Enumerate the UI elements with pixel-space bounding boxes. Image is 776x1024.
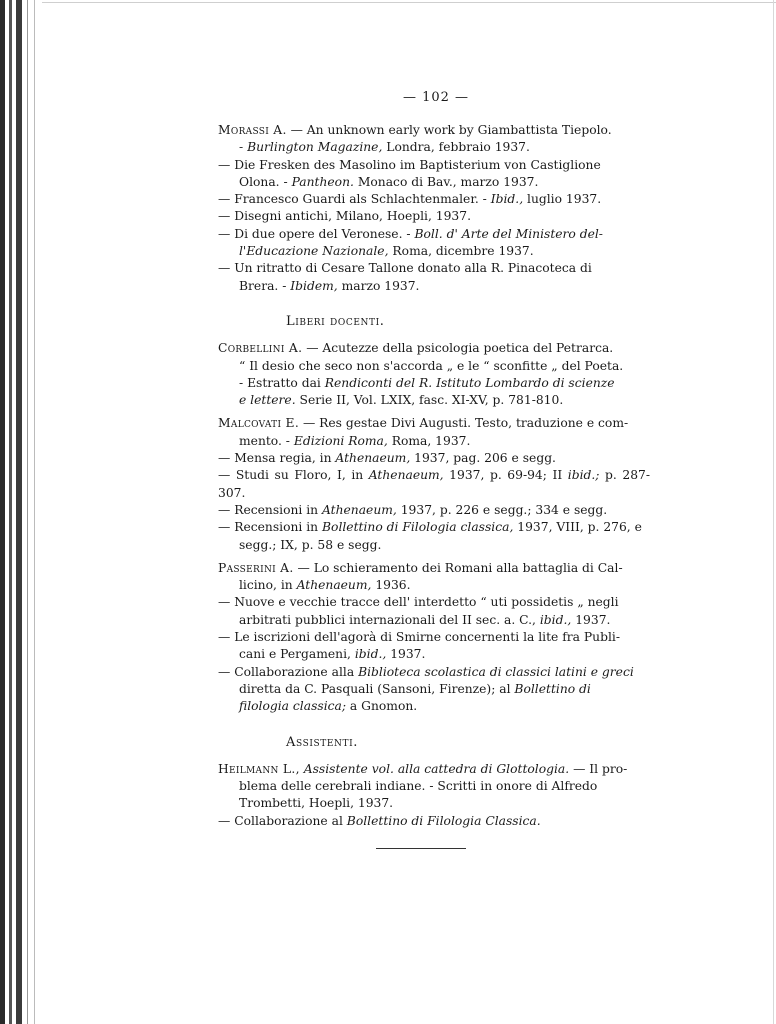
text-span: blema delle cerebrali indiane. - Scritti in onore di Alfredo xyxy=(239,779,598,794)
text-span: — Le iscrizioni dell'agorà di Smirne concernenti la lite fra Publi- xyxy=(218,630,620,645)
author-name: Heilmann L., xyxy=(218,761,300,776)
text-span: — Recensioni in xyxy=(218,520,322,535)
right-edge-line xyxy=(773,0,774,1024)
author-name: Passerini A. xyxy=(218,560,294,575)
text-span: diretta da C. Pasquali (Sansoni, Firenze); al xyxy=(239,681,515,696)
text-span: Roma, dicembre 1937. xyxy=(388,244,534,259)
text-span: — Il pro- xyxy=(569,761,628,776)
author-name: Malcovati E. xyxy=(218,416,300,431)
bib-entry-malcovati xyxy=(218,415,650,450)
text-span: cani e Pergameni, xyxy=(239,647,355,662)
bib-entry-heilmann-2 xyxy=(218,813,650,830)
bibliography-content xyxy=(218,122,650,830)
text-span: — Studi su Floro, I, in xyxy=(218,468,369,483)
text-span: — Nuove e vecchie tracce dell' interdetto “ uti possidetis „ negli xyxy=(218,595,619,610)
bib-entry-morassi-3 xyxy=(218,191,650,208)
text-span: Roma, 1937. xyxy=(387,433,471,448)
bib-entry-morassi-6 xyxy=(218,260,650,295)
text-span: Pantheon. xyxy=(291,174,354,189)
bib-entry-corbellini xyxy=(218,340,650,409)
text-span: l'Educazione Nazionale, xyxy=(239,244,389,259)
bib-entry-morassi-5 xyxy=(218,226,650,261)
text-span: p. 287-307. xyxy=(218,468,650,500)
bib-entry-malcovati-3 xyxy=(218,467,650,502)
text-span: - Estratto dai xyxy=(239,375,325,390)
text-span: Rendiconti del R. Istituto Lombardo di scienze xyxy=(324,375,615,390)
text-span: Boll. d' Arte del Ministero del- xyxy=(414,226,603,241)
text-span: “ Il desio che seco non s'accorda „ e le “ sconfitte „ del Poeta. xyxy=(239,358,624,373)
author-name: Corbellini A. xyxy=(218,341,303,356)
top-edge-line xyxy=(42,2,776,3)
text-span: — Acutezze della psicologia poetica del Petrarca. xyxy=(302,341,614,356)
text-span: — An unknown early work by Giambattista Tiepolo. xyxy=(290,123,612,137)
binding-edge xyxy=(0,0,42,1024)
text-span: 1937. xyxy=(386,647,426,662)
bib-entry-passerini-3 xyxy=(218,629,650,664)
text-span: — Di due opere del Veronese. - xyxy=(218,226,415,241)
bib-entry-heilmann xyxy=(218,761,650,813)
bib-entry-malcovati-2 xyxy=(218,450,650,467)
text-span: 1937, p. 69-94; II xyxy=(443,468,568,483)
text-span: marzo 1937. xyxy=(337,278,420,293)
text-span: Londra, febbraio 1937. xyxy=(382,140,530,155)
text-span: mento. - xyxy=(239,433,294,448)
page-number: — 102 — xyxy=(402,90,470,105)
section-heading-liberi-docenti: Liberi docenti. xyxy=(286,313,385,329)
text-span: luglio 1937. xyxy=(523,192,602,207)
bib-entry-passerini-4 xyxy=(218,664,650,716)
text-span: — Collaborazione al xyxy=(218,813,347,828)
text-span: - Burlington Magazine, xyxy=(239,140,383,155)
closing-rule xyxy=(376,848,466,849)
text-span: Bollettino di Filologia Classica. xyxy=(346,813,541,828)
text-span: — Lo schieramento dei Romani alla battaglia di Cal- xyxy=(293,560,623,575)
text-span: ibid., xyxy=(354,647,387,662)
text-span: Biblioteca scolastica di classici latini e greci xyxy=(358,664,634,679)
section-heading-assistenti: Assistenti. xyxy=(286,734,359,750)
text-span: — Mensa regia, in xyxy=(218,451,336,466)
bib-entry-malcovati-4 xyxy=(218,502,650,519)
text-span: a Gnomon. xyxy=(346,699,418,714)
text-span: 1937, VIII, p. 276, e xyxy=(513,520,642,535)
text-span: ibid., xyxy=(539,612,572,627)
text-span: Olona. - xyxy=(239,174,292,189)
bib-entry-morassi-1 xyxy=(218,122,650,157)
text-span: Ibid., xyxy=(490,192,524,207)
text-span: Edizioni Roma, xyxy=(293,433,388,448)
text-span: 1937, pag. 206 e segg. xyxy=(410,451,556,466)
text-span: Athenaeum, xyxy=(368,468,444,483)
text-span: — Collaborazione alla xyxy=(218,664,359,679)
text-span: Assistente vol. alla cattedra di Glottologia. xyxy=(299,761,570,776)
text-span: 1936. xyxy=(371,578,411,593)
bib-entry-morassi-4 xyxy=(218,208,650,225)
text-span: — Die Fresken des Masolino im Baptisterium von Castiglione xyxy=(218,157,601,172)
text-span: Athenaeum, xyxy=(296,578,372,593)
text-span: e lettere. xyxy=(239,393,296,408)
text-span: filologia classica; xyxy=(239,699,346,714)
text-span: Monaco di Bav., marzo 1937. xyxy=(353,174,539,189)
text-span: — Res gestae Divi Augusti. Testo, traduzione e com- xyxy=(299,416,629,431)
author-name: Morassi A. xyxy=(218,123,287,137)
bib-entry-morassi-2 xyxy=(218,157,650,192)
text-span: ibid.; xyxy=(567,468,600,483)
text-span: 1937, p. 226 e segg.; 334 e segg. xyxy=(396,502,608,517)
text-span: Athenaeum, xyxy=(335,451,411,466)
text-span: Bollettino di Filologia classica, xyxy=(322,520,514,535)
text-span: — Francesco Guardi als Schlachtenmaler. - xyxy=(218,192,491,207)
text-span: Serie II, Vol. LXIX, fasc. XI-XV, p. 781-810. xyxy=(295,393,564,408)
bib-entry-malcovati-5 xyxy=(218,519,650,554)
text-span: arbitrati pubblici internazionali del II sec. a. C., xyxy=(239,612,540,627)
text-span: Athenaeum, xyxy=(322,502,397,517)
text-span: — Disegni antichi, Milano, Hoepli, 1937. xyxy=(218,209,471,224)
text-span: Ibidem, xyxy=(290,278,338,293)
text-span: Brera. - xyxy=(239,278,291,293)
text-span: Trombetti, Hoepli, 1937. xyxy=(239,796,394,811)
bib-entry-passerini xyxy=(218,560,650,595)
bib-entry-passerini-2 xyxy=(218,594,650,629)
text-span: — Un ritratto di Cesare Tallone donato alla R. Pinacoteca di xyxy=(218,261,592,276)
text-span: segg.; IX, p. 58 e segg. xyxy=(239,537,382,552)
text-span: Bollettino di xyxy=(514,681,591,696)
text-span: 1937. xyxy=(571,612,611,627)
text-span: licino, in xyxy=(239,578,297,593)
text-span: — Recensioni in xyxy=(218,502,322,517)
